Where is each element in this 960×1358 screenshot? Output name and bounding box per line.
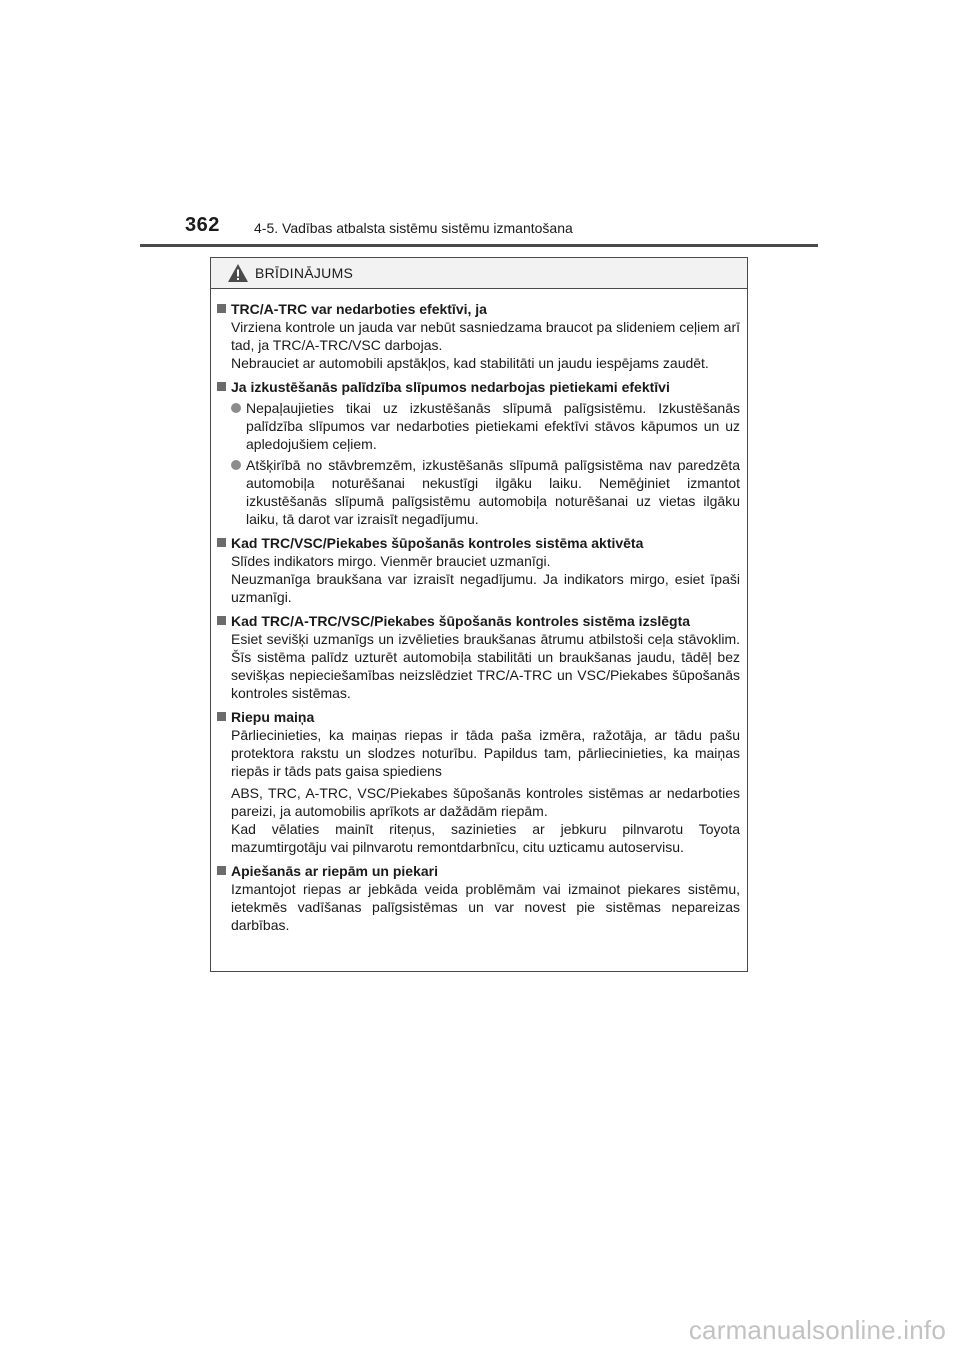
warning-section bbox=[217, 862, 740, 934]
warning-box bbox=[210, 257, 748, 972]
section-heading: Riepu maiņa bbox=[217, 708, 740, 726]
warning-header bbox=[211, 258, 747, 289]
warning-body bbox=[211, 289, 747, 934]
page-number: 362 bbox=[185, 214, 220, 236]
paragraph: Pārliecinieties, ka maiņas riepas ir tāda paša izmēra, ražotāja, ar tādu pašu protektora rakstu un slodzes noturību. Papildus tam, pārliecinieties, ka maiņas riepās ir tāds pats gaisa spiediens bbox=[231, 727, 740, 779]
paragraph: Virziena kontrole un jauda var nebūt sasniedzama braucot pa slideniem ceļiem arī tad, ja TRC/A-TRC/VSC darbojas. Nebrauciet ar automobili apstākļos, kad stabilitāti un jaudu iespējams zaudēt. bbox=[231, 319, 740, 371]
watermark: carmanualsonline.info bbox=[688, 1315, 946, 1345]
paragraph: Izmantojot riepas ar jebkāda veida problēmām vai izmainot piekares sistēmu, ietekmēs vadīšanas palīgsistēmas un var novest pie sistēmas nepareizas darbības. bbox=[231, 881, 740, 933]
square-bullet-icon bbox=[217, 616, 226, 625]
circle-bullet-icon bbox=[231, 403, 241, 413]
warning-section bbox=[217, 534, 740, 606]
bullet-item: Atšķirībā no stāvbremzēm, izkustēšanās slīpumā palīgsistēma nav paredzēta automobiļa noturēšanai nekustīgi ilgāku laiku. Nemēģiniet izmantot izkustēšanās slīpumā palīgsistēmu automobiļa noturēšanai uz vietas ilgāku laiku, tā darot var izraisīt negadījumu. bbox=[217, 456, 740, 528]
warning-section bbox=[217, 708, 740, 856]
square-bullet-icon bbox=[217, 712, 226, 721]
warning-section bbox=[217, 300, 740, 372]
section-heading: Kad TRC/A-TRC/VSC/Piekabes šūpošanās kontroles sistēma izslēgta bbox=[217, 612, 740, 630]
warning-section bbox=[217, 378, 740, 528]
warning-title: BRĪDINĀJUMS bbox=[255, 265, 354, 281]
square-bullet-icon bbox=[217, 304, 226, 313]
circle-bullet-icon bbox=[231, 460, 241, 470]
warning-section bbox=[217, 612, 740, 702]
section-title: 4-5. Vadības atbalsta sistēmu sistēmu izmantošana bbox=[254, 220, 573, 236]
square-bullet-icon bbox=[217, 538, 226, 547]
warning-triangle-icon bbox=[227, 263, 249, 283]
paragraph: ABS, TRC, A-TRC, VSC/Piekabes šūpošanās kontroles sistēmas ar nedarboties pareizi, ja automobilis aprīkots ar dažādām riepām. Kad vēlaties mainīt riteņus, sazinieties ar jebkuru pilnvarotu Toyota mazumtirgotāju vai pilnvarotu remontdarbnīcu, citu uzticamu autoservisu. bbox=[231, 785, 740, 855]
section-heading: Apiešanās ar riepām un piekari bbox=[217, 862, 740, 880]
bullet-item: Nepaļaujieties tikai uz izkustēšanās slīpumā palīgsistēmu. Izkustēšanās palīdzība slīpumos var nedarboties pietiekami efektīvi stāvos kāpumos un uz apledojušiem ceļiem. bbox=[217, 399, 740, 453]
header-rule bbox=[140, 244, 818, 247]
section-heading: Kad TRC/VSC/Piekabes šūpošanās kontroles sistēma aktivēta bbox=[217, 534, 740, 552]
paragraph: Esiet sevišķi uzmanīgs un izvēlieties braukšanas ātrumu atbilstoši ceļa stāvoklim. Šīs sistēma palīdz uzturēt automobiļa stabilitāti un braukšanas jaudu, tādēļ bez sevišķas nepieciešamības neizslēdziet TRC/A-TRC un VSC/Piekabes šūpošanās kontroles sistēmas. bbox=[231, 631, 740, 701]
section-heading: TRC/A-TRC var nedarboties efektīvi, ja bbox=[217, 300, 740, 318]
section-heading: Ja izkustēšanās palīdzība slīpumos nedarbojas pietiekami efektīvi bbox=[217, 378, 740, 396]
square-bullet-icon bbox=[217, 382, 226, 391]
paragraph: Slīdes indikators mirgo. Vienmēr brauciet uzmanīgi. Neuzmanīga braukšana var izraisīt negadījumu. Ja indikators mirgo, esiet īpaši uzmanīgi. bbox=[231, 553, 740, 605]
square-bullet-icon bbox=[217, 866, 226, 875]
